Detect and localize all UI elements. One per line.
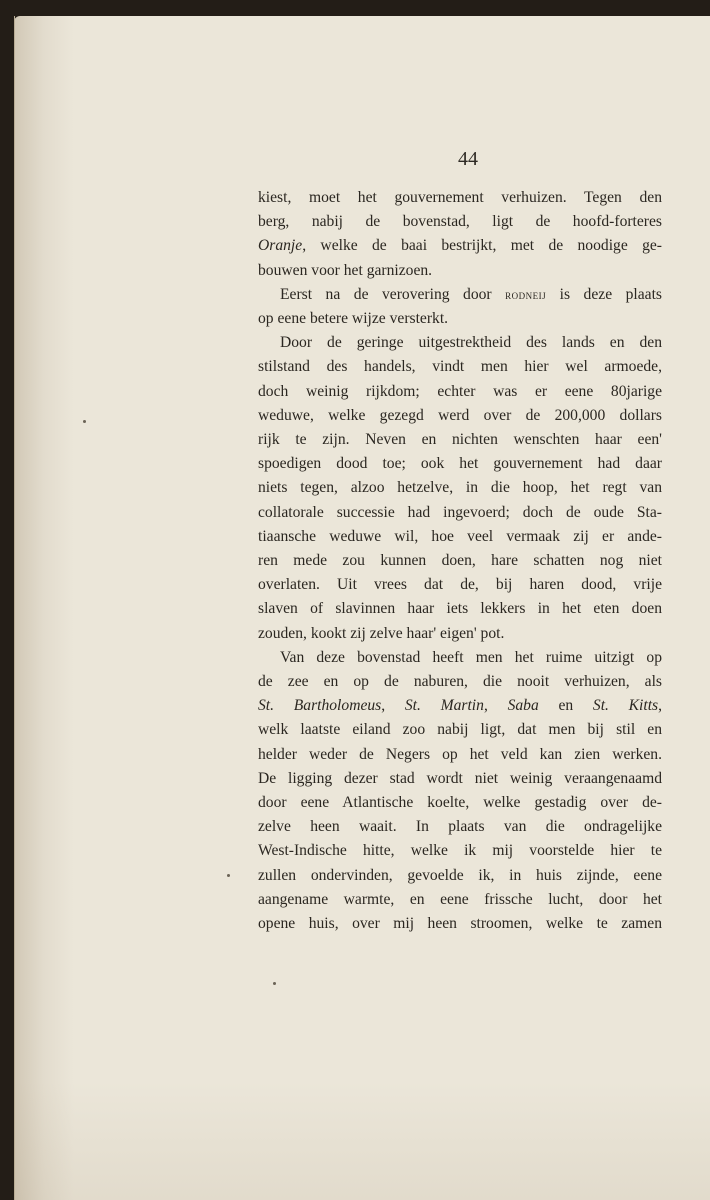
text-line: collatorale successie had ingevoerd; doch de oude Sta- bbox=[258, 503, 662, 521]
small-caps-name: rodneij bbox=[505, 286, 547, 302]
page-number: 44 bbox=[458, 148, 478, 170]
text-run: Eerst na de verovering door bbox=[280, 285, 506, 303]
text-line: slaven of slavinnen haar iets lekkers in het eten doen bbox=[258, 600, 662, 618]
text-line: berg, nabij de bovenstad, ligt de hoofd-forteres bbox=[258, 213, 662, 231]
italic-place: St. Kitts bbox=[592, 697, 659, 715]
text-run: , bbox=[658, 697, 663, 715]
text-run: en bbox=[538, 697, 593, 715]
text-line bbox=[258, 694, 662, 718]
text-line: bouwen voor het garnizoen. bbox=[258, 261, 433, 279]
text-line: tiaansche weduwe wil, hoe veel vermaak zij er ande- bbox=[258, 527, 662, 545]
text-line: Door de geringe uitgestrektheid des lands en den bbox=[280, 334, 662, 352]
body-text bbox=[258, 186, 662, 936]
text-line: De ligging dezer stad wordt niet weinig veraangenaamd bbox=[258, 769, 662, 787]
italic-name: Oranje bbox=[258, 237, 303, 255]
italic-place: Saba bbox=[507, 697, 539, 715]
text-line: door eene Atlantische koelte, welke gestadig over de- bbox=[258, 794, 662, 812]
paper-speck bbox=[227, 874, 230, 877]
text-line: weduwe, welke gezegd werd over de 200,000 dollars bbox=[258, 406, 662, 424]
text-run: , bbox=[381, 697, 405, 715]
paper-speck bbox=[83, 420, 86, 423]
text-line: de zee en op de naburen, die nooit verhuizen, als bbox=[258, 673, 662, 691]
text-run: , bbox=[483, 697, 508, 715]
text-line: overlaten. Uit vrees dat de, bij haren dood, vrije bbox=[258, 576, 662, 594]
text-line: spoedigen dood toe; ook het gouvernement had daar bbox=[258, 455, 662, 473]
text-line: zelve heen waait. In plaats van die ondragelijke bbox=[258, 818, 662, 836]
paper-speck bbox=[273, 982, 276, 985]
italic-place: St. Martin bbox=[404, 697, 484, 715]
text-line: zullen ondervinden, gevoelde ik, in huis zijnde, eene bbox=[258, 866, 662, 884]
text-line: opene huis, over mij heen stroomen, welke te zamen bbox=[258, 915, 662, 933]
text-line: niets tegen, alzoo hetzelve, in die hoop, het regt van bbox=[258, 479, 662, 497]
text-line: stilstand des handels, vindt men hier wel armoede, bbox=[258, 358, 662, 376]
text-line: rijk te zijn. Neven en nichten wenschten haar een' bbox=[258, 431, 662, 449]
text-run: is deze plaats bbox=[546, 285, 662, 303]
text-line bbox=[258, 283, 662, 307]
text-line: West-Indische hitte, welke ik mij voorstelde hier te bbox=[258, 842, 662, 860]
italic-place: St. Bartholomeus bbox=[258, 697, 382, 715]
text-line: helder weder de Negers op het veld kan zien werken. bbox=[258, 745, 662, 763]
text-line: aangename warmte, en eene frissche lucht, door het bbox=[258, 890, 662, 908]
page-edge bbox=[14, 16, 55, 1200]
text-line: doch weinig rijkdom; echter was er eene 80jarige bbox=[258, 382, 662, 400]
text-line: op eene betere wijze versterkt. bbox=[258, 310, 449, 328]
text-line: Van deze bovenstad heeft men het ruime uitzigt op bbox=[280, 648, 662, 666]
text-line: welk laatste eiland zoo nabij ligt, dat men bij stil en bbox=[258, 721, 662, 739]
text-line: zouden, kookt zij zelve haar' eigen' pot. bbox=[258, 624, 505, 642]
text-run: , welke de baai bestrijkt, met de noodige ge- bbox=[302, 237, 662, 255]
text-line bbox=[258, 234, 662, 258]
text-line: kiest, moet het gouvernement verhuizen. Tegen den bbox=[258, 189, 662, 206]
text-line: ren mede zou kunnen doen, hare schatten nog niet bbox=[258, 552, 662, 570]
